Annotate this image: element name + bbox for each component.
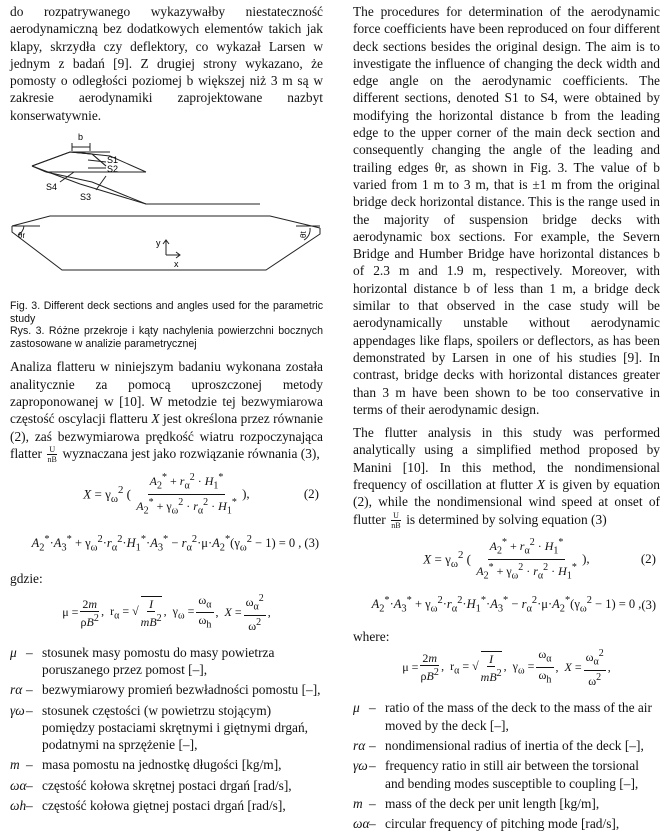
def-item: rα – bezwymiarowy promień bezwładności pomostu [–], — [10, 682, 321, 698]
where-right: where: — [353, 629, 390, 645]
deck-sections-figure — [10, 130, 323, 296]
eq2-number-left: (2) — [303, 486, 319, 502]
flutter-speed-fraction: $\frac{U}{nB}$ — [47, 445, 57, 465]
where-left: gdzie: — [10, 571, 43, 587]
parameters-equation-left: μ = $\frac{2m}{\rho B^2}$ , $r_\alpha$ = √ $\frac{I}{mB^2}$ , $\gamma_\omega$ = $\frac{\omega_\alpha}{\omega_h}$ , X = $\frac{\omega_\alpha^2}{\omega^2}$ , — [62, 592, 271, 633]
def-item: ωα – częstość kołowa skrętnej postaci drgań [rad/s], — [10, 777, 292, 793]
def-item: m – mass of the deck per unit length [kg/m], — [353, 795, 600, 811]
parameters-equation-right: μ = $\frac{2m}{\rho B^2}$ , $r_\alpha$ = √ $\frac{I}{mB^2}$ , $\gamma_\omega$ = $\frac{\omega_\alpha}{\omega_h}$ , X = $\frac{\omega_\alpha^2}{\omega^2}$ , — [402, 647, 611, 688]
label-s3: S3 — [80, 192, 92, 203]
left-column — [10, 0, 323, 817]
equation-2-left: $X = \gamma_\omega^2$ ( $\frac{A_2^* + r_\alpha^2 \cdot H_1^*}{A_2^* + \gamma_\omega^2 \cdot r_\alpha^2 \cdot H_1^*}$ ), (2) — [83, 472, 319, 517]
axis-x-label: x — [174, 259, 179, 270]
def-item: ωα – circular frequency of pitching mode [rad/s], — [353, 816, 620, 832]
axis-y-label: y — [156, 238, 161, 249]
definitions-list-left — [10, 644, 323, 815]
right-paragraph-1: The procedures for determination of the aerodynamic force coefficients have been reproduced on four different deck sections besides the original design. The aim is to investigate the influence of changing the deck width and edge angle on the aerodynamic coefficients. The different sections, denoted S1 to S4, were obtained by modifying the horizontal distance b from the leading edge to the upper corner of the main deck section and consequently changing the angle of the leading and trailing edges θr, as shown in Fig. 3. The value of b varied from 1 m to 3 m, that is ±1 m from the original bridge deck horizontal distance. This is the range used in the majority of suspension bridge decks with aerodynamic box sections. For example, the Severn Bridge and Humber Bridge have horizontal distances b of 2.3 m and 1.9 m, respectively. Moreover, with horizontal distance b of less than 1 m, a bridge deck similar to that observed in the case study will be aerodynamically unstable without aerodynamic appendages like flaps, spoilers or deflectors, as has been demonstrated by Larsen in one of his studies [9]. In contrast, bridge decks with horizontal distances greater than 3 m have been shown to be too conservative in terms of their aerodynamic design. — [353, 4, 660, 417]
label-s2: S2 — [107, 164, 119, 175]
equation-2-right: $X = \gamma_\omega^2$ ( $\frac{A_2^* + r_\alpha^2 \cdot H_1^*}{A_2^* + \gamma_\omega^2 \cdot r_\alpha^2 \cdot H_1^*}$ ), (2) — [423, 537, 656, 581]
eq2-number-right: (2) — [640, 551, 656, 567]
def-item: μ – ratio of the mass of the deck to the mass of the air moved by the deck [–], — [353, 700, 652, 733]
equation-3-left: $A_2^*\cdot A_3^* + \gamma_\omega^2\cdot r_\alpha^2\cdot H_1^*\cdot A_3^* - r_\alpha^2\cdot\mu\cdot A_2^*(\gamma_\omega^2 - 1) = 0$ , (3) — [31, 533, 319, 554]
definitions-list-right — [353, 699, 660, 832]
right-column — [353, 0, 660, 835]
def-item: m – masa pomostu na jednostkę długości [kg/m], — [10, 757, 282, 773]
figure-caption-pl: Rys. 3. Różne przekroje i kąty nachylenia powierzchni bocznych zastosowane w analizie parametrycznej — [10, 325, 323, 350]
left-paragraph-2: Analiza flatteru w niniejszym badaniu wykonana została analitycznie za pomocą uproszczonej metody zaproponowanej w [10]. W metodzie tej bezwymiarowa częstość oscylacji flatteru X jest określona przez równanie (2), zaś bezwymiarowa prędkość wiatru rozpoczynająca flatter $\frac{U}{nB}$ wyznaczana jest jako rozwiązanie równania (3), — [10, 359, 323, 465]
label-s1: S1 — [107, 155, 119, 166]
left-paragraph-1: do rozpatrywanego wykazywałby niestateczność aerodynamiczną bez dodatkowych elementów takich jak klapy, skrzydła czy deflektory, co wykazał Larsen w jednym z badań [9]. Z drugiej strony wykazano, że pomosty o odległości poziomej b większej niż 3 m są w zakresie aerodynamiki zaprojektowane nazbyt konserwatywnie. — [10, 4, 323, 123]
def-item: ωh – częstość kołowa giętnej postaci drgań [rad/s], — [10, 798, 286, 814]
axes-icon — [163, 240, 180, 258]
def-item: μ – stosunek masy pomostu do masy powietrza poruszanego przez pomost [–], — [10, 644, 275, 677]
eq3-number-left: (3) — [304, 535, 319, 550]
def-item: γω – stosunek częstości (w powietrzu stojącym) pomiędzy postaciami skrętnymi i giętnymi drgań, podatnymi na sprzężenie [–], — [10, 702, 309, 753]
angle-right-label: θt — [299, 231, 308, 239]
flutter-speed-fraction: $\frac{U}{nB}$ — [391, 511, 401, 531]
def-item: rα – nondimensional radius of inertia of the deck [–], — [353, 737, 644, 753]
label-s4: S4 — [46, 182, 58, 193]
def-item: γω – frequency ratio in still air between the torsional and bending modes susceptible to coupling [–], — [353, 758, 639, 791]
label-b: b — [78, 132, 84, 143]
figure-caption-en: Fig. 3. Different deck sections and angles used for the parametric study — [10, 300, 323, 325]
eq3-number-right: (3) — [641, 597, 656, 612]
angle-left-label: θr — [18, 231, 26, 241]
equation-3-right: $A_2^*\cdot A_3^* + \gamma_\omega^2\cdot r_\alpha^2\cdot H_1^*\cdot A_3^* - r_\alpha^2\cdot\mu\cdot A_2^*(\gamma_\omega^2 - 1) = 0$ , (3) — [371, 595, 656, 615]
right-paragraph-2: The flutter analysis in this study was performed analytically using a simplified method proposed by Manini [10]. In this method, the nondimensional frequency of oscillation at flutter X is given by equation (2), while the nondimensional wind speed at onset of flutter $\frac{U}{nB}$ is determined by solving equation (3) — [353, 425, 660, 531]
